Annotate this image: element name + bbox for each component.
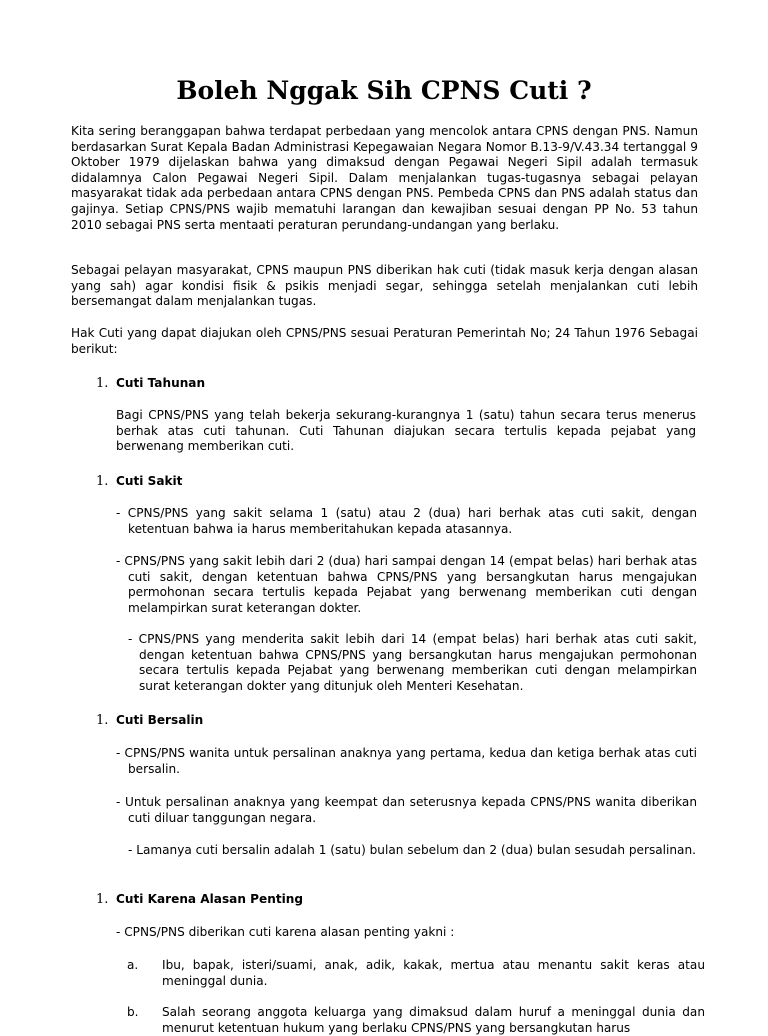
section-number: 1. [96, 892, 109, 907]
section-number: 1. [96, 376, 109, 391]
item-label: b. [127, 1005, 139, 1019]
section-heading-cuti-alasan-penting [96, 892, 696, 908]
intro-paragraph-3: Hak Cuti yang dapat diajukan oleh CPNS/PNS sesuai Peraturan Pemerintah No; 24 Tahun 1976 Sebagai berikut: [71, 326, 698, 356]
section-title: Cuti Tahunan [116, 376, 206, 390]
section-title: Cuti Bersalin [116, 713, 204, 727]
section-number: 1. [96, 474, 109, 489]
section-heading-cuti-tahunan [96, 376, 696, 392]
item-text: Salah seorang anggota keluarga yang dimaksud dalam huruf a meninggal dunia dan menurut ketentuan hukum yang berlaku CPNS/PNS yang bersangkutan harus [162, 1005, 705, 1035]
cuti-sakit-item-1: - CPNS/PNS yang sakit selama 1 (satu) atau 2 (dua) hari berhak atas cuti sakit, dengan ketentuan bahwa ia harus memberitahukan kepada atasannya. [116, 506, 697, 536]
cuti-alasan-penting-item-b [127, 1005, 705, 1036]
section-title: Cuti Sakit [116, 474, 183, 488]
page-title: Boleh Nggak Sih CPNS Cuti ? [176, 76, 592, 105]
cuti-bersalin-item-1: - CPNS/PNS wanita untuk persalinan anaknya yang pertama, kedua dan ketiga berhak atas cuti bersalin. [116, 746, 697, 776]
cuti-sakit-item-2: - CPNS/PNS yang sakit lebih dari 2 (dua) hari sampai dengan 14 (empat belas) hari berhak atas cuti sakit, dengan ketentuan bahwa CPNS/PNS yang bersangkutan harus mengajukan permohonan secara tertulis kepada Pejabat yang berwenang memberikan cuti dengan melampirkan surat keterangan dokter. [116, 554, 697, 615]
cuti-alasan-penting-intro: - CPNS/PNS diberikan cuti karena alasan penting yakni : [116, 925, 455, 939]
cuti-bersalin-item-3: - Lamanya cuti bersalin adalah 1 (satu) bulan sebelum dan 2 (dua) bulan sesudah persalinan. [128, 843, 696, 857]
cuti-alasan-penting-item-a [127, 958, 705, 989]
intro-paragraph-1: Kita sering beranggapan bahwa terdapat perbedaan yang mencolok antara CPNS dengan PNS. Namun berdasarkan Surat Kepala Badan Administrasi Kepegawaian Negara Nomor B.13-9/V.43.34 tertanggal 9 Oktober 1979 dijelaskan bahwa yang dimaksud dengan Pegawai Negeri Sipil adalah termasuk didalamnya Calon Pegawai Negeri Sipil. Dalam menjalankan tugas-tugasnya sebagai pelayan masyarakat tidak ada perbedaan antara CPNS dengan PNS. Pembeda CPNS dan PNS adalah status dan gajinya. Setiap CPNS/PNS wajib mematuhi larangan dan kewajiban sesuai dengan PP No. 53 tahun 2010 sebagai PNS serta mentaati peraturan perundang-undangan yang berlaku. [71, 124, 698, 232]
cuti-tahunan-body: Bagi CPNS/PNS yang telah bekerja sekurang-kurangnya 1 (satu) tahun secara terus menerus berhak atas cuti tahunan. Cuti Tahunan diajukan secara tertulis kepada pejabat yang berwenang memberikan cuti. [116, 408, 696, 454]
section-number: 1. [96, 713, 109, 728]
cuti-sakit-item-3: - CPNS/PNS yang menderita sakit lebih dari 14 (empat belas) hari berhak atas cuti sakit, dengan ketentuan bahwa CPNS/PNS yang bersangkutan harus mengajukan permohonan secara tertulis kepada Pejabat yang berwenang memberikan cuti dengan melampirkan surat keterangan dokter yang ditunjuk oleh Menteri Kesehatan. [128, 632, 697, 693]
intro-paragraph-2: Sebagai pelayan masyarakat, CPNS maupun PNS diberikan hak cuti (tidak masuk kerja dengan alasan yang sah) agar kondisi fisik & psikis menjadi segar, sehingga setelah menjalankan cuti lebih bersemangat dalam menjalankan tugas. [71, 263, 698, 309]
section-heading-cuti-bersalin [96, 713, 696, 729]
item-text: Ibu, bapak, isteri/suami, anak, adik, kakak, mertua atau menantu sakit keras atau meninggal dunia. [162, 958, 705, 988]
section-heading-cuti-sakit [96, 474, 696, 490]
item-label: a. [127, 958, 139, 972]
cuti-bersalin-item-2: - Untuk persalinan anaknya yang keempat dan seterusnya kepada CPNS/PNS wanita diberikan cuti diluar tanggungan negara. [116, 795, 697, 825]
section-title: Cuti Karena Alasan Penting [116, 892, 304, 906]
